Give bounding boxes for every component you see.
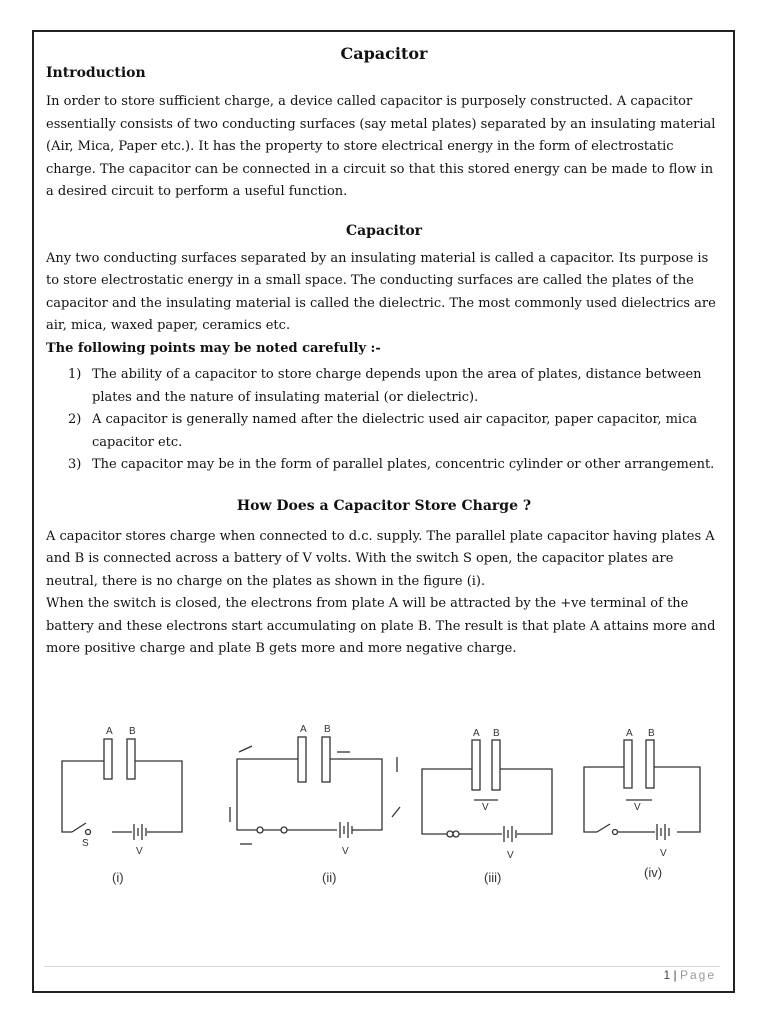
capacitor-circuit-figures [52, 712, 712, 892]
fig2-plate-a-label: A [300, 724, 307, 735]
document-title: Capacitor [340, 44, 428, 63]
points-list [46, 364, 722, 477]
fig4-voltage-label-top: V [634, 802, 641, 813]
list-item [46, 364, 722, 409]
fig4-caption: (iv) [644, 865, 663, 880]
fig4-plate-b-label: B [648, 728, 655, 739]
fig2-caption: (ii) [322, 870, 337, 885]
fig1-voltage-label: V [136, 846, 143, 857]
fig3-voltage-label-top: V [482, 802, 489, 813]
fig3-plate-a-label: A [473, 728, 480, 739]
fig1-plate-b-label: B [129, 726, 136, 737]
fig1-switch-label: S [82, 838, 89, 849]
figure-i-circuit [62, 739, 182, 840]
list-item [46, 409, 722, 454]
list-item-number: 3) [68, 457, 82, 472]
figure-iii-circuit [422, 740, 552, 842]
figure-ii-circuit [230, 737, 400, 844]
footer-separator: | [673, 968, 677, 982]
list-item-text: The capacitor may be in the form of parallel plates, concentric cylinder or other arrangement. [92, 457, 715, 472]
figure-iv-circuit [584, 740, 700, 840]
introduction-heading: Introduction [46, 65, 146, 81]
footer-divider [44, 966, 720, 967]
store-charge-paragraph-1: A capacitor stores charge when connected to d.c. supply. The parallel plate capacitor having plates A and B is connected across a battery of V volts. With the switch S open, the capacitor plates are neutral, there is no charge on the plates as shown in the figure (i). [46, 528, 715, 589]
page-number: 1 [663, 968, 671, 982]
list-item-text: The ability of a capacitor to store charge depends upon the area of plates, distance between plates and the nature of insulating material (or dielectric). [92, 367, 702, 405]
fig3-caption: (iii) [484, 870, 502, 885]
fig2-plate-b-label: B [324, 724, 331, 735]
capacitor-heading: Capacitor [345, 222, 423, 239]
list-item-text: A capacitor is generally named after the dielectric used air capacitor, paper capacitor, mica capacitor etc. [92, 412, 698, 450]
fig4-voltage-label: V [660, 848, 667, 859]
list-item-number: 1) [68, 367, 82, 382]
list-item [46, 454, 722, 477]
fig4-plate-a-label: A [626, 728, 633, 739]
document-body [46, 42, 722, 661]
store-charge-heading: How Does a Capacitor Store Charge ? [236, 497, 532, 514]
list-item-number: 2) [68, 412, 82, 427]
capacitor-paragraph: Any two conducting surfaces separated by an insulating material is called a capacitor. Its purpose is to store electrostatic energy in a small space. The conducting surfaces are called the plates of the capacitor and the insulating material is called the dielectric. The most commonly used dielectrics are air, mica, waxed paper, ceramics etc. [46, 250, 716, 333]
introduction-paragraph: In order to store sufficient charge, a device called capacitor is purposely constructed. A capacitor essentially consists of two conducting surfaces (say metal plates) separated by an insulating material (Air, Mica, Paper etc.). It has the property to store electrical energy in the form of electrostatic charge. The capacitor can be connected in a circuit so that this stored energy can be made to flow in a desired circuit to perform a useful function. [46, 94, 716, 199]
page-word: Page [679, 968, 716, 982]
fig3-voltage-label: V [507, 850, 514, 861]
fig1-caption: (i) [112, 870, 124, 885]
store-charge-paragraph-2: When the switch is closed, the electrons from plate A will be attracted by the +ve terminal of the battery and these electrons start accumulating on plate B. The result is that plate A attains more and more positive charge and plate B gets more and more negative charge. [46, 596, 716, 656]
fig2-voltage-label: V [342, 846, 349, 857]
points-heading: The following points may be noted carefully :- [46, 340, 381, 356]
fig3-plate-b-label: B [493, 728, 500, 739]
page-footer [663, 968, 716, 982]
fig1-plate-a-label: A [106, 726, 113, 737]
